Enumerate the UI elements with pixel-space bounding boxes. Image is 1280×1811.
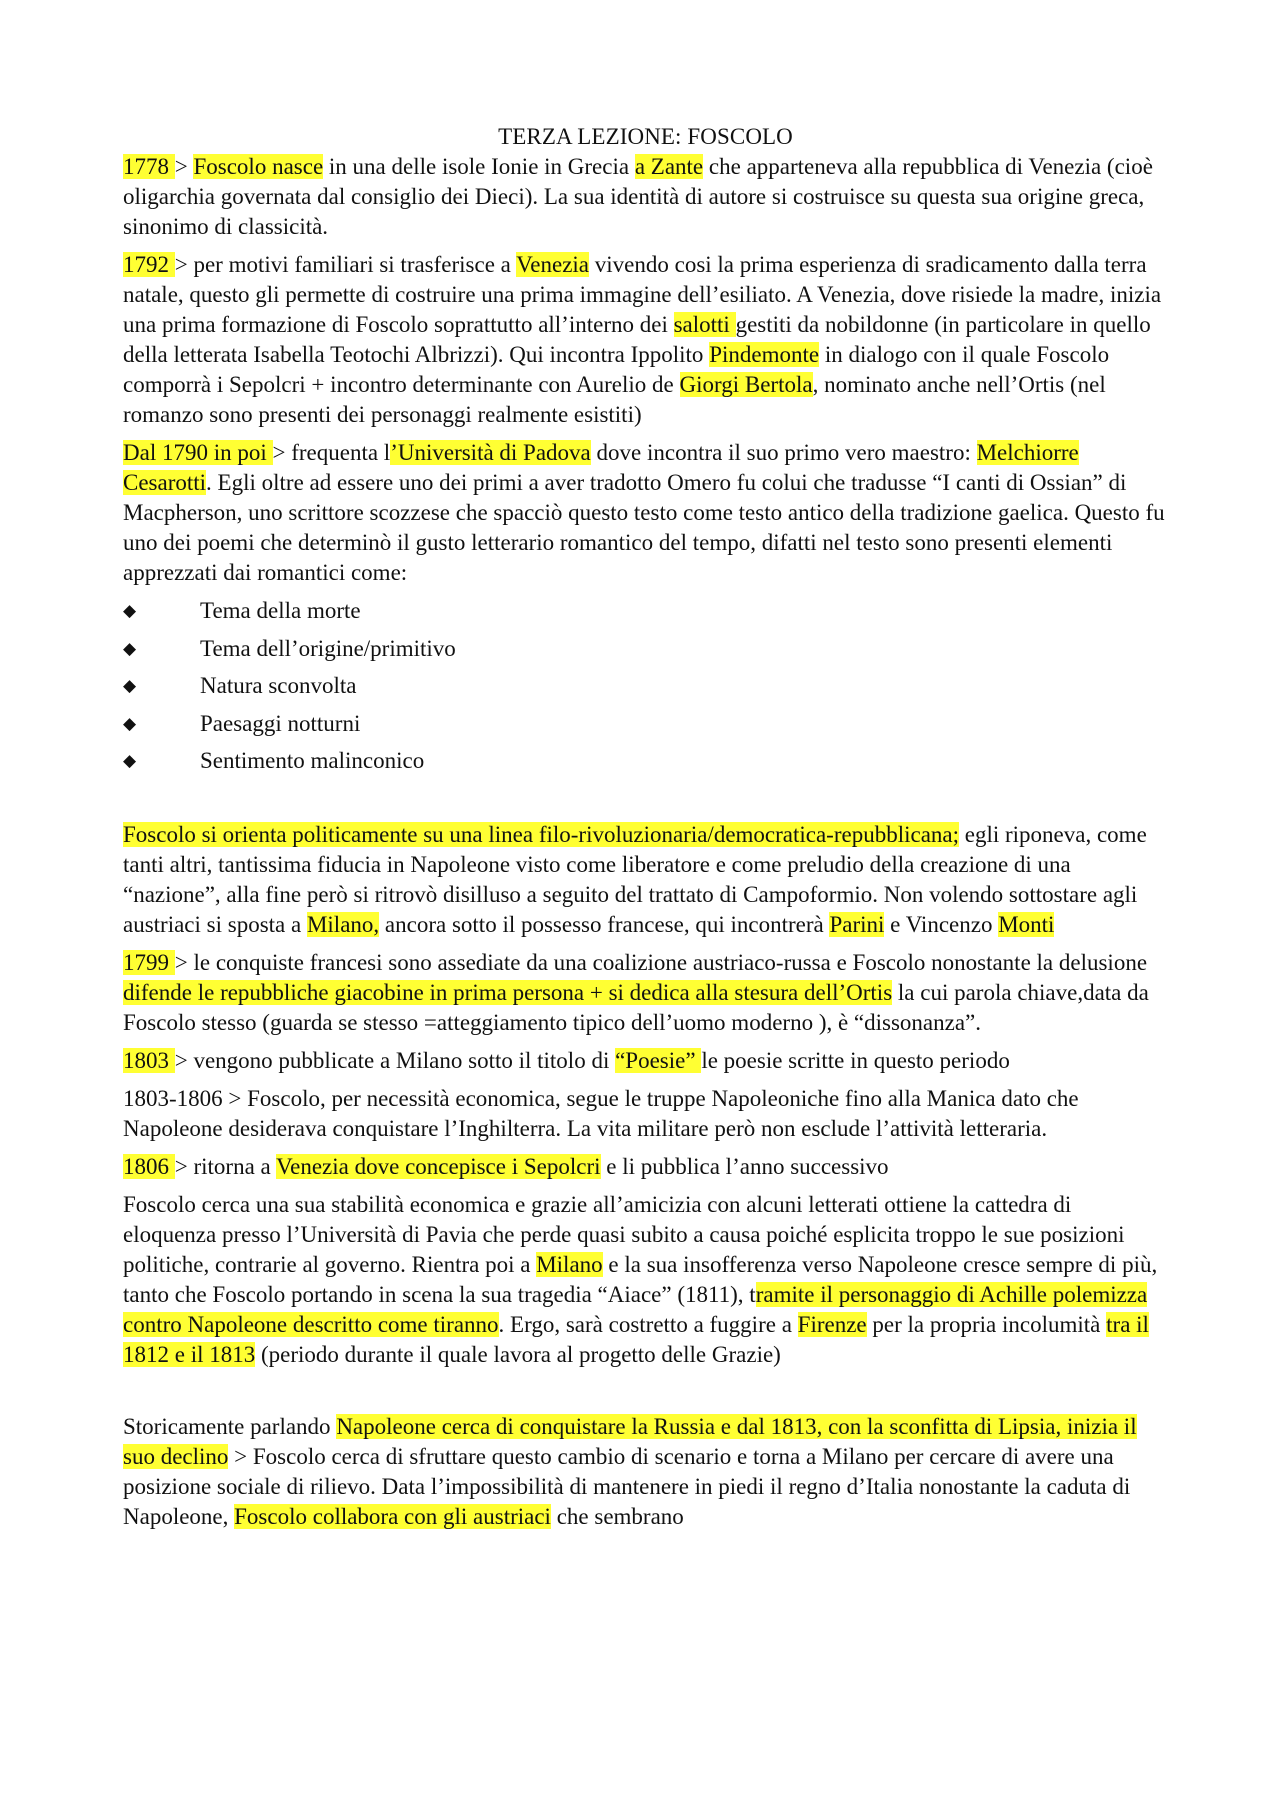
paragraph-1799: 1799 > le conquiste francesi sono assediate da una coalizione austriaco-russa e Foscolo nonostante la delusione difende le repubbliche giacobine in prima persona + si dedica alla stesura dell’Ortis la cui parola chiave,data da Foscolo stesso (guarda se stesso =atteggiamento tipico dell’uomo moderno ), è “dissonanza”. [123,949,1149,1035]
paragraph-1790: Dal 1790 in poi > frequenta l’Università di Padova dove incontra il suo primo vero maestro: Melchiorre Cesarotti. Egli oltre ad essere uno dei primi a aver tradotto Omero fu colui che tradusse “I canti di Ossian” di Macpherson, uno scrittore scozzese che spacciò questo testo come testo antico della tradizione gaelica. Questo fu uno dei poemi che determinò il gusto letterario romantico del tempo, difatti nel testo sono presenti elementi apprezzati dai romantici come: [123,440,1165,585]
highlight: Venezia dove concepisce i Sepolcri [276,1153,601,1179]
highlight: difende le repubbliche giacobine in prima persona + si dedica alla stesura dell’Ortis [123,979,893,1005]
list-item: ◆ Tema dell’origine/primitivo [123,634,1168,664]
page-title: TERZA LEZIONE: FOSCOLO [498,124,793,149]
highlight: Pindemonte [709,342,820,367]
paragraph-1803: 1803 > vengono pubblicate a Milano sotto il titolo di “Poesie” le poesie scritte in questo periodo [123,1047,1010,1073]
diamond-bullet-icon: ◆ [123,601,137,621]
diamond-bullet-icon: ◆ [123,713,137,734]
diamond-bullet-icon: ◆ [123,676,137,696]
bullet-list [123,596,1168,776]
list-item: ◆ Sentimento malinconico [123,746,1168,776]
highlight: ’Università di Padova [390,440,591,465]
highlight: Firenze [797,1311,867,1337]
list-item: ◆ Tema della morte [123,596,1168,626]
diamond-bullet-icon: ◆ [123,751,137,771]
list-item: ◆ Natura sconvolta [123,671,1168,701]
highlight: 1792 [123,252,175,277]
highlight: 1778 [123,154,175,179]
highlight: Monti [998,911,1055,937]
highlight: Foscolo collabora con gli austriaci [234,1503,551,1529]
highlight: Napoleone cerca di conquistare la Russia e dal 1813, con la sconfitta di Lipsia, inizia il suo declino [123,1413,1137,1469]
diamond-bullet-icon: ◆ [123,638,137,659]
highlight: Parini [829,911,885,937]
highlight: 1806 [123,1153,175,1179]
paragraph-1806: 1806 > ritorna a Venezia dove concepisce i Sepolcri e li pubblica l’anno successivo [123,1153,889,1179]
highlight: Milano [536,1251,603,1277]
highlight: 1799 [123,949,175,975]
paragraph-pavia: Foscolo cerca una sua stabilità economica e grazie all’amicizia con alcuni letterati ottiene la cattedra di eloquenza presso l’Università di Pavia che perde quasi subito a causa poiché esplicita troppo le sue posizioni politiche, contrarie al governo. Rientra poi a Milano e la sua insofferenza verso Napoleone cresce sempre di più, tanto che Foscolo portando in scena la sua tragedia “Aiace” (1811), tramite il personaggio di Achille polemizza contro Napoleone descritto come tiranno. Ergo, sarà costretto a fuggire a Firenze per la propria incolumità tra il 1812 e il 1813 (periodo durante il quale lavora al progetto delle Grazie) [123,1191,1158,1367]
highlight: a Zante [634,154,704,179]
highlight: salotti [673,312,736,337]
highlight: Foscolo nasce [193,154,324,179]
highlight: 1803 [123,1047,175,1073]
paragraph-politica: Foscolo si orienta politicamente su una linea filo-rivoluzionaria/democratica-repubblicana; egli riponeva, come tanti altri, tantissima fiducia in Napoleone visto come liberatore e come preludio della creazione di una “nazione”, alla fine però si ritrovò disilluso a seguito del trattato di Campoformio. Non volendo sottostare agli austriaci si sposta a Milano, ancora sotto il possesso francese, qui incontrerà Parini e Vincenzo Monti [123,821,1147,937]
highlight: Foscolo si orienta politicamente su una linea filo-rivoluzionaria/democratica-repubblicana; [123,821,960,847]
highlight: tra il 1812 e il 1813 [123,1311,1149,1367]
highlight: “Poesie” [615,1047,702,1073]
highlight: Venezia [516,252,590,277]
list-item: ◆ Paesaggi notturni [123,709,1168,739]
paragraph-1778: 1778 > Foscolo nasce in una delle isole Ionie in Grecia a Zante che apparteneva alla repubblica di Venezia (cioè oligarchia governata dal consiglio dei Dieci). La sua identità di autore si costruisce su questa sua origine greca, sinonimo di classicità. [123,154,1153,239]
highlight: Melchiorre Cesarotti [123,440,1079,495]
highlight: Dal 1790 in poi [123,440,273,465]
paragraph-1792: 1792 > per motivi familiari si trasferisce a Venezia vivendo cosi la prima esperienza di sradicamento dalla terra natale, questo gli permette di costruire una prima immagine dell’esiliato. A Venezia, dove risiede la madre, inizia una prima formazione di Foscolo soprattutto all’interno dei salotti gestiti da nobildonne (in particolare in quello della letterata Isabella Teotochi Albrizzi). Qui incontra Ippolito Pindemonte in dialogo con il quale Foscolo comporrà i Sepolcri + incontro determinante con Aurelio de Giorgi Bertola, nominato anche nell’Ortis (nel romanzo sono presenti dei personaggi realmente esistiti) [123,252,1162,427]
highlight: ramite il personaggio di Achille polemizza contro Napoleone descritto come tiranno [123,1281,1148,1337]
paragraph-storicamente: Storicamente parlando Napoleone cerca di conquistare la Russia e dal 1813, con la sconfitta di Lipsia, inizia il suo declino > Foscolo cerca di sfruttare questo cambio di scenario e torna a Milano per cercare di avere una posizione sociale di rilievo. Data l’impossibilità di mantenere in piedi il regno d’Italia nonostante la caduta di Napoleone, Foscolo collabora con gli austriaci che sembrano [123,1413,1137,1529]
spacer [123,1378,1168,1412]
highlight: Milano, [306,911,380,937]
spacer [123,784,1168,820]
paragraph-1803-1806: 1803-1806 > Foscolo, per necessità economica, segue le truppe Napoleoniche fino alla Manica dato che Napoleone desiderava conquistare l’Inghilterra. La vita militare però non esclude l’attività letteraria. [123,1085,1079,1141]
highlight: Giorgi Bertola [679,372,813,397]
